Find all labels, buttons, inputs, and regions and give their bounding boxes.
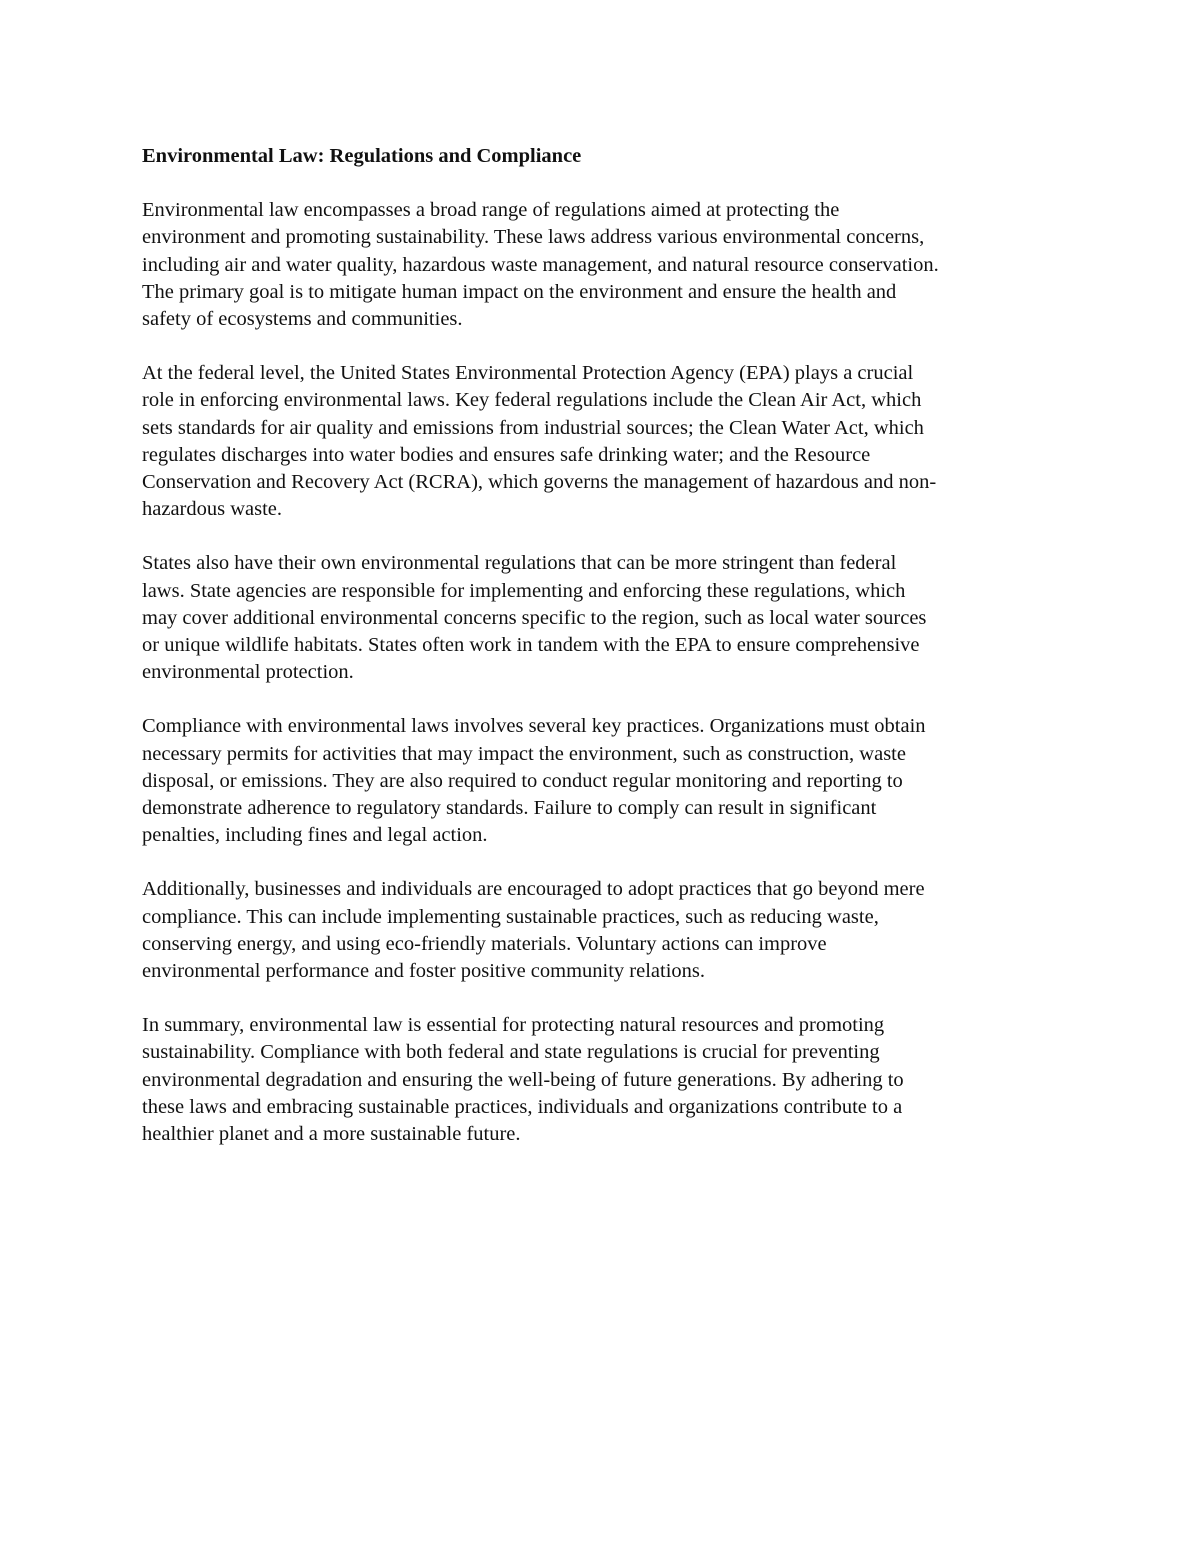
paragraph-line: role in enforcing environmental laws. Key federal regulations include the Clean Air Act, which <box>142 389 922 412</box>
paragraph <box>142 1012 1062 1148</box>
paragraph-line: sustainability. Compliance with both federal and state regulations is crucial for preventing <box>142 1041 880 1064</box>
paragraph-list <box>142 197 1062 1148</box>
paragraph-line: environment and promoting sustainability. These laws address various environmental concerns, <box>142 226 925 249</box>
paragraph <box>142 550 1062 686</box>
paragraph-line: environmental degradation and ensuring the well-being of future generations. By adhering to <box>142 1068 904 1091</box>
paragraph-line: The primary goal is to mitigate human impact on the environment and ensure the health and <box>142 280 897 303</box>
paragraph-line: environmental protection. <box>142 661 354 684</box>
paragraph-line: or unique wildlife habitats. States often work in tandem with the EPA to ensure comprehensive <box>142 634 920 657</box>
paragraph-line: regulates discharges into water bodies and ensures safe drinking water; and the Resource <box>142 443 871 466</box>
paragraph-line: conserving energy, and using eco-friendly materials. Voluntary actions can improve <box>142 932 827 955</box>
paragraph-line: safety of ecosystems and communities. <box>142 308 463 331</box>
paragraph-line: may cover additional environmental concerns specific to the region, such as local water sources <box>142 606 927 629</box>
paragraph <box>142 876 1062 985</box>
paragraph-line: Additionally, businesses and individuals are encouraged to adopt practices that go beyond mere <box>142 878 925 901</box>
paragraph <box>142 713 1062 849</box>
paragraph-line: environmental performance and foster positive community relations. <box>142 960 706 983</box>
document-body <box>142 143 1062 1175</box>
paragraph <box>142 197 1062 333</box>
document-title: Environmental Law: Regulations and Compliance <box>142 145 582 167</box>
paragraph-line: necessary permits for activities that may impact the environment, such as construction, waste <box>142 742 906 765</box>
paragraph-line: States also have their own environmental regulations that can be more stringent than federal <box>142 552 897 575</box>
paragraph-line: these laws and embracing sustainable practices, individuals and organizations contribute to a <box>142 1095 903 1118</box>
paragraph-line: laws. State agencies are responsible for implementing and enforcing these regulations, which <box>142 579 906 602</box>
paragraph-line: Environmental law encompasses a broad range of regulations aimed at protecting the <box>142 199 840 222</box>
paragraph-line: Conservation and Recovery Act (RCRA), which governs the management of hazardous and non- <box>142 471 937 494</box>
paragraph-line: healthier planet and a more sustainable future. <box>142 1123 521 1146</box>
paragraph-line: Compliance with environmental laws involves several key practices. Organizations must obtain <box>142 715 926 738</box>
paragraph <box>142 360 1062 523</box>
paragraph-line: compliance. This can include implementing sustainable practices, such as reducing waste, <box>142 905 879 928</box>
paragraph-line: penalties, including fines and legal action. <box>142 824 488 847</box>
paragraph-line: In summary, environmental law is essential for protecting natural resources and promoting <box>142 1014 885 1037</box>
paragraph-line: hazardous waste. <box>142 498 283 521</box>
paragraph-line: disposal, or emissions. They are also required to conduct regular monitoring and reporting to <box>142 769 903 792</box>
paragraph-line: sets standards for air quality and emissions from industrial sources; the Clean Water Act, which <box>142 416 924 439</box>
paragraph-line: At the federal level, the United States Environmental Protection Agency (EPA) plays a crucial <box>142 362 914 385</box>
paragraph-line: demonstrate adherence to regulatory standards. Failure to comply can result in significant <box>142 797 877 820</box>
paragraph-line: including air and water quality, hazardous waste management, and natural resource conservation. <box>142 253 939 276</box>
